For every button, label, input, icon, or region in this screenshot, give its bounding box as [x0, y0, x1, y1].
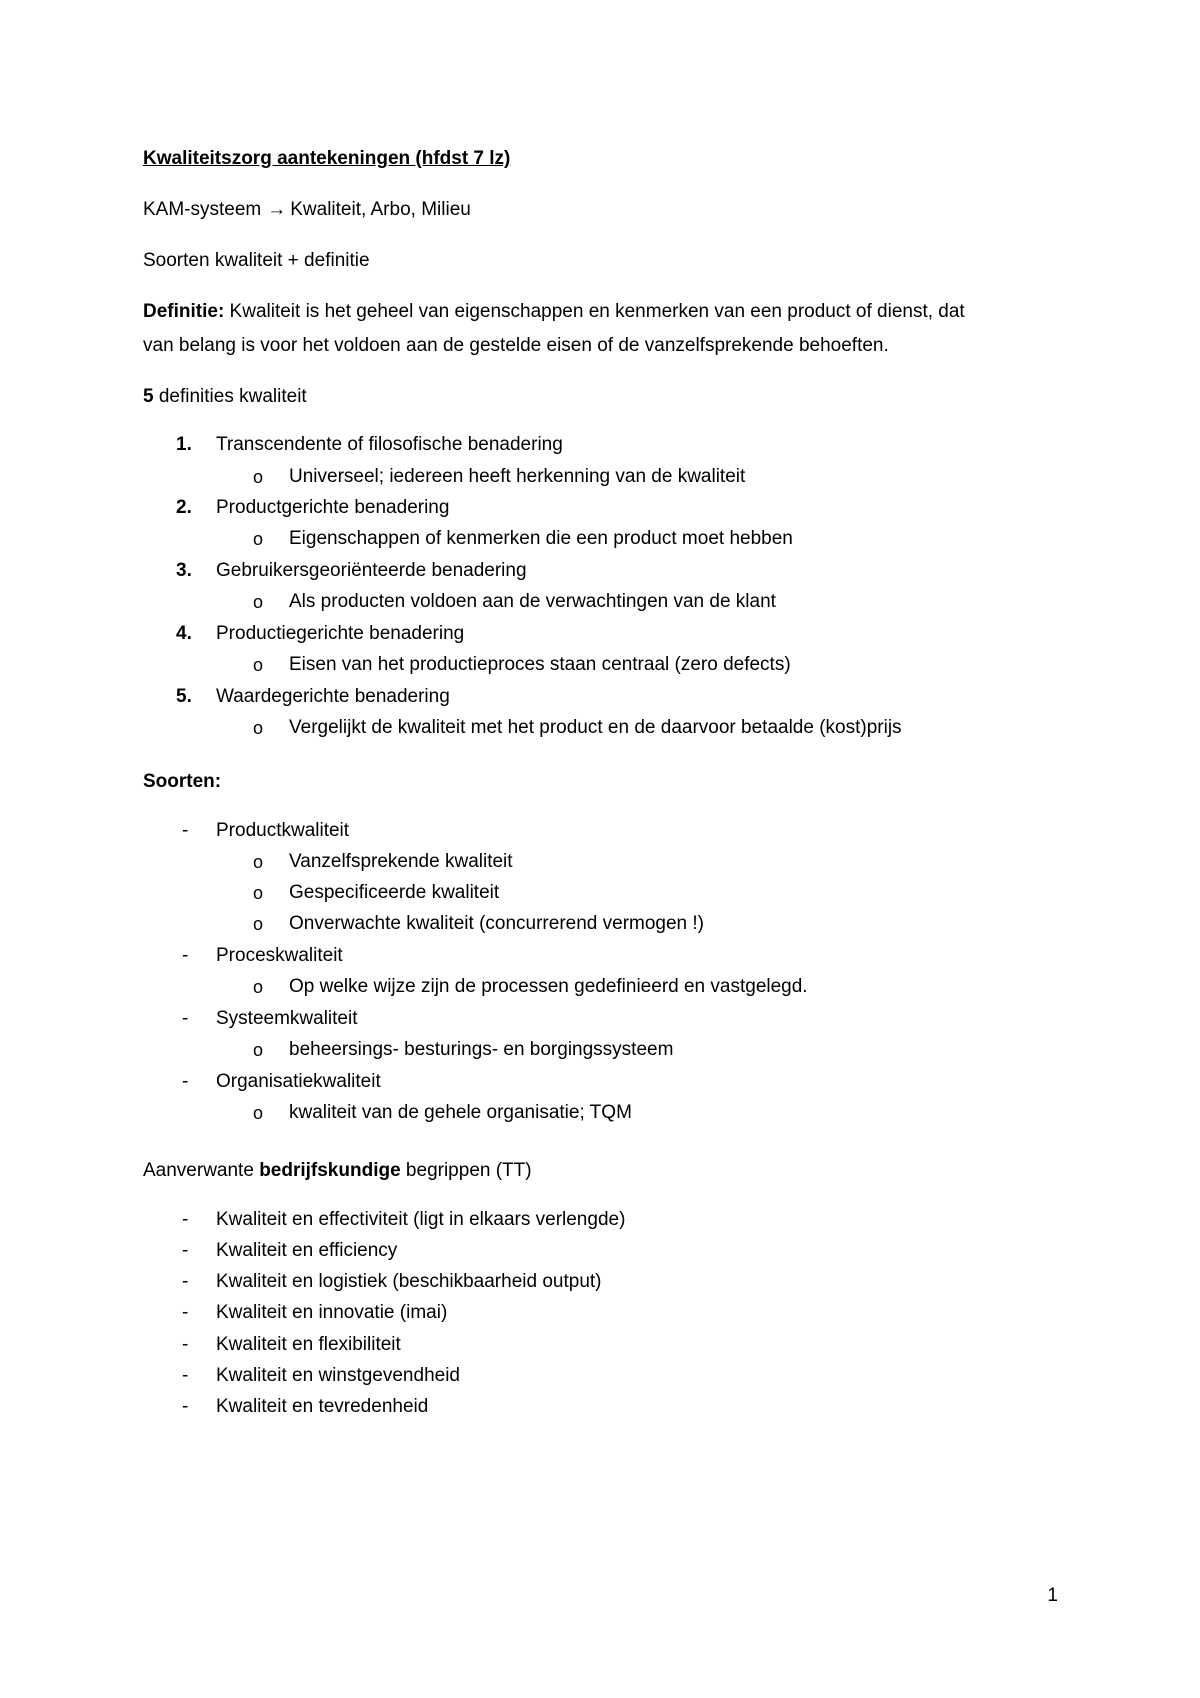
aanverwante-heading [143, 1161, 532, 1180]
list-item: Gebruikersgeoriënteerde benadering [216, 560, 527, 581]
document-title: Kwaliteitszorg aantekeningen (hfdst 7 lz) [143, 148, 511, 169]
bullet-dash-icon: - [182, 1365, 189, 1386]
sub-list-item: Op welke wijze zijn de processen gedefinieerd en vastgelegd. [289, 976, 808, 997]
soorten-heading: Soorten: [143, 771, 222, 792]
list-number: 4. [176, 623, 192, 644]
sub-list-item: Als producten voldoen aan de verwachtingen van de klant [289, 591, 776, 612]
bullet-dash-icon: - [182, 820, 189, 841]
five-text: definities kwaliteit [153, 386, 307, 407]
kam-right: Kwaliteit, Arbo, Milieu [290, 199, 471, 220]
bullet-dash-icon: - [182, 1334, 189, 1355]
list-item: Systeemkwaliteit [216, 1008, 358, 1029]
bullet-dash-icon: - [182, 1008, 189, 1029]
list-number: 2. [176, 497, 192, 518]
list-number: 5. [176, 686, 192, 707]
bullet-dash-icon: - [182, 1240, 189, 1261]
bullet-o-icon: o [253, 883, 264, 903]
aanverwante-pre: Aanverwante [143, 1160, 260, 1181]
list-item: Organisatiekwaliteit [216, 1071, 381, 1092]
list-item: Kwaliteit en effectiviteit (ligt in elkaars verlengde) [216, 1209, 626, 1230]
list-item: Kwaliteit en logistiek (beschikbaarheid output) [216, 1271, 602, 1292]
definitie-line-1 [143, 302, 965, 321]
list-item: Productkwaliteit [216, 820, 350, 841]
list-number: 3. [176, 560, 192, 581]
definitie-line-2: van belang is voor het voldoen aan de gestelde eisen of de vanzelfsprekende behoeften. [143, 335, 889, 356]
bullet-o-icon: o [253, 977, 264, 997]
bullet-dash-icon: - [182, 1209, 189, 1230]
list-item: Kwaliteit en innovatie (imai) [216, 1302, 448, 1323]
bullet-o-icon: o [253, 914, 264, 934]
bullet-o-icon: o [253, 592, 264, 612]
kam-left: KAM-systeem [143, 199, 262, 220]
sub-list-item: Onverwachte kwaliteit (concurrerend vermogen !) [289, 913, 705, 934]
bullet-o-icon: o [253, 655, 264, 675]
sub-list-item: Eigenschappen of kenmerken die een product moet hebben [289, 528, 793, 549]
bullet-o-icon: o [253, 1040, 264, 1060]
sub-list-item: kwaliteit van de gehele organisatie; TQM [289, 1102, 632, 1123]
five-number: 5 [143, 386, 154, 407]
bullet-dash-icon: - [182, 1271, 189, 1292]
sub-list-item: Eisen van het productieproces staan centraal (zero defects) [289, 654, 791, 675]
sub-list-item: beheersings- besturings- en borgingssysteem [289, 1039, 674, 1060]
five-definities-heading [143, 387, 307, 406]
soorten-definitie-line: Soorten kwaliteit + definitie [143, 250, 370, 271]
sub-list-item: Vanzelfsprekende kwaliteit [289, 851, 513, 872]
bullet-dash-icon: - [182, 945, 189, 966]
list-number: 1. [176, 434, 192, 455]
kam-line [143, 200, 471, 219]
sub-list-item: Gespecificeerde kwaliteit [289, 882, 500, 903]
bullet-dash-icon: - [182, 1071, 189, 1092]
bullet-o-icon: o [253, 467, 264, 487]
sub-list-item: Vergelijkt de kwaliteit met het product en de daarvoor betaalde (kost)prijs [289, 717, 902, 738]
list-item: Kwaliteit en flexibiliteit [216, 1334, 401, 1355]
bullet-dash-icon: - [182, 1302, 189, 1323]
bullet-o-icon: o [253, 529, 264, 549]
list-item: Kwaliteit en efficiency [216, 1240, 398, 1261]
list-item: Kwaliteit en winstgevendheid [216, 1365, 460, 1386]
bullet-dash-icon: - [182, 1396, 189, 1417]
list-item: Transcendente of filosofische benadering [216, 434, 563, 455]
list-item: Waardegerichte benadering [216, 686, 450, 707]
bullet-o-icon: o [253, 1103, 264, 1123]
list-item: Productgerichte benadering [216, 497, 450, 518]
definitie-text-1: Kwaliteit is het geheel van eigenschappen en kenmerken van een product of dienst, dat [224, 301, 965, 322]
page-number: 1 [1047, 1585, 1058, 1606]
bullet-o-icon: o [253, 852, 264, 872]
aanverwante-bold: bedrijfskundige [259, 1160, 401, 1181]
list-item: Productiegerichte benadering [216, 623, 465, 644]
list-item: Kwaliteit en tevredenheid [216, 1396, 429, 1417]
definitie-label: Definitie: [143, 301, 225, 322]
bullet-o-icon: o [253, 718, 264, 738]
list-item: Proceskwaliteit [216, 945, 343, 966]
sub-list-item: Universeel; iedereen heeft herkenning van de kwaliteit [289, 466, 746, 487]
arrow-right-icon: → [267, 199, 287, 220]
aanverwante-post: begrippen (TT) [400, 1160, 532, 1181]
